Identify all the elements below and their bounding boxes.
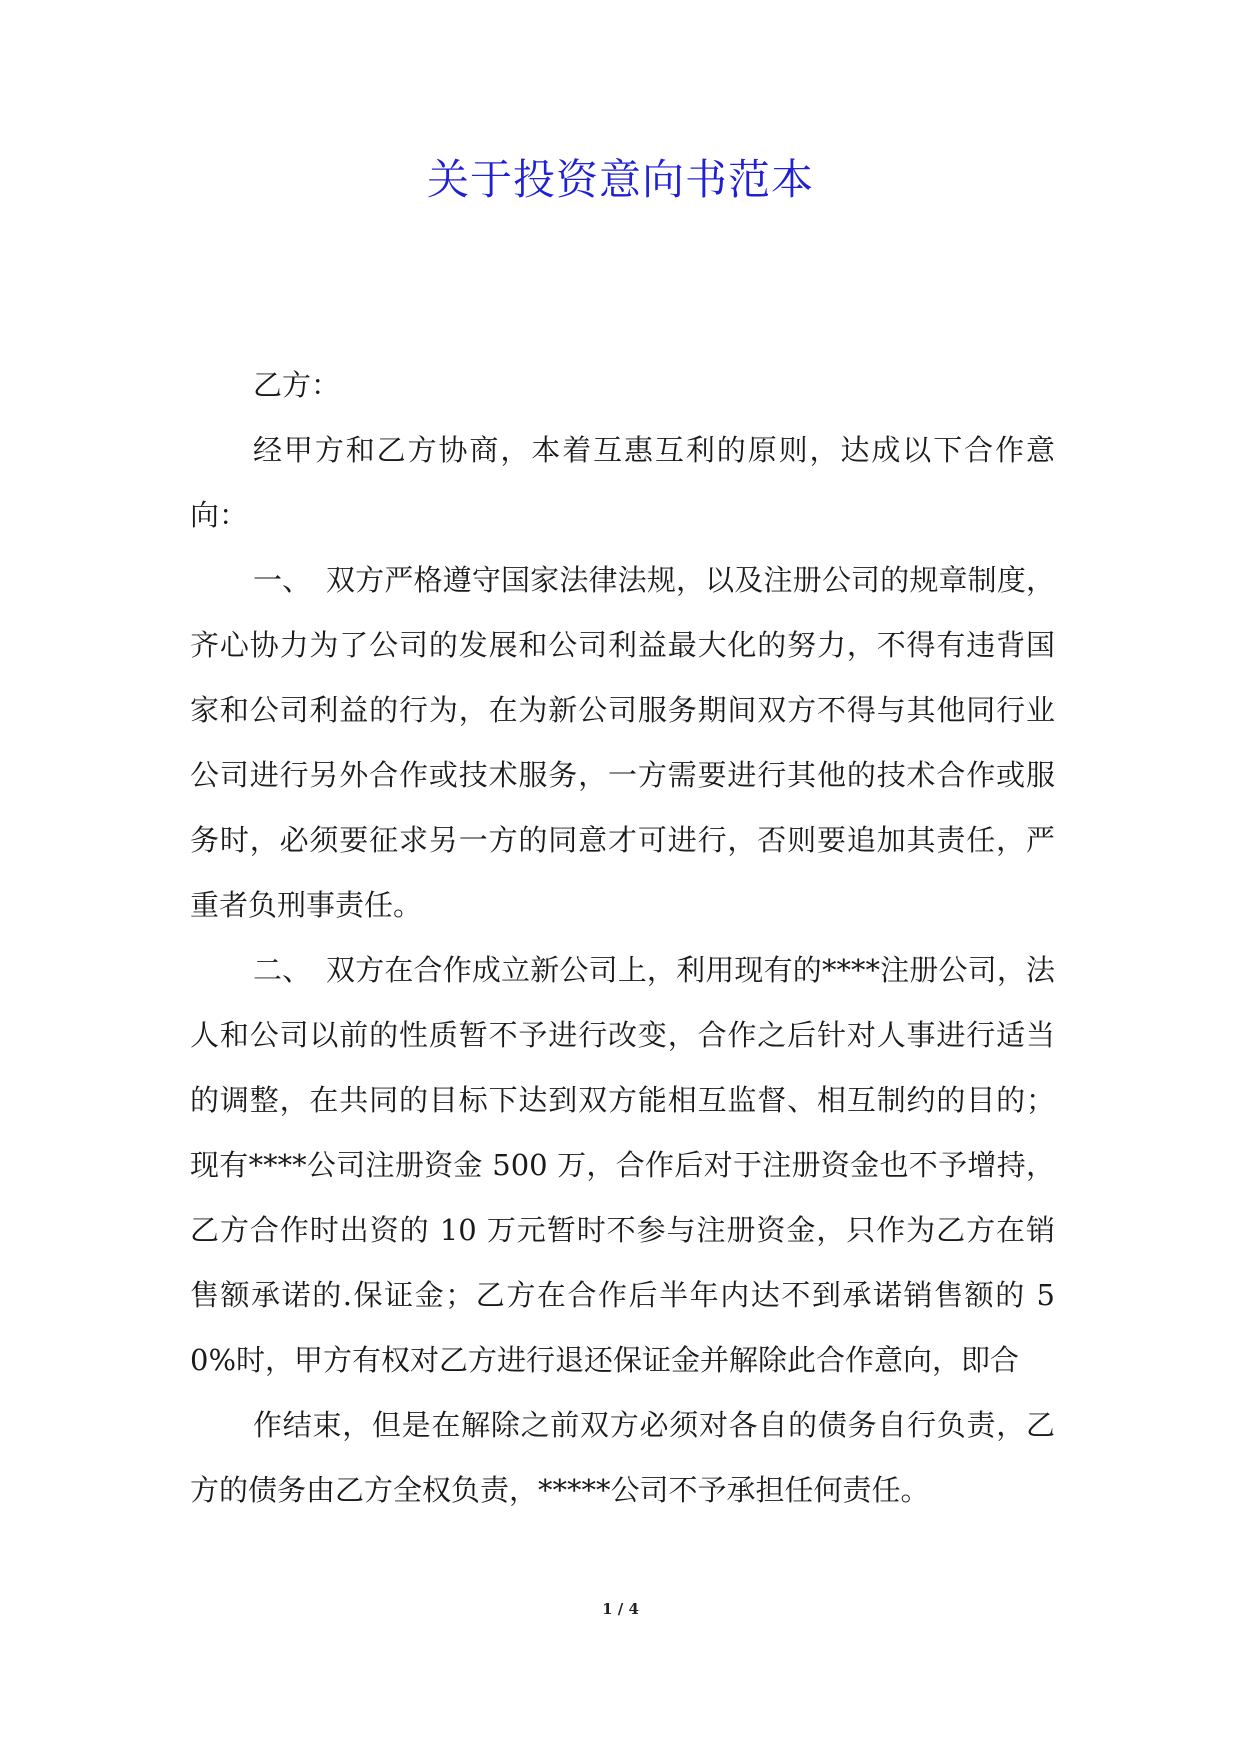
page-number: 1 / 4 xyxy=(602,1600,639,1618)
document-body xyxy=(190,353,1055,1523)
paragraph-clause-two-continued: 作结束，但是在解除之前双方必须对各自的债务自行负责，乙方的债务由乙方全权负责，*****公司不予承担任何责任。 xyxy=(190,1408,1055,1507)
paragraph-clause-one: 一、 双方严格遵守国家法律法规，以及注册公司的规章制度，齐心协力为了公司的发展和公司利益最大化的努力，不得有违背国家和公司利益的行为，在为新公司服务期间双方不得与其他同行业公司进行另外合作或技术服务，一方需要进行其他的技术合作或服务时，必须要征求另一方的同意才可进行，否则要追加其责任，严重者负刑事责任。 xyxy=(190,563,1055,922)
paragraph-party-b: 乙方： xyxy=(253,368,341,402)
paragraph-clause-two: 二、 双方在合作成立新公司上，利用现有的****注册公司，法人和公司以前的性质暂不予进行改变，合作之后针对人事进行适当的调整，在共同的目标下达到双方能相互监督、相互制约的目的；现有****公司注册资金 500 万，合作后对于注册资金也不予增持，乙方合作时出资的 10 万元暂时不参与注册资金，只作为乙方在销售额承诺的.保证金；乙方在合作后半年内达不到承诺销售额的 50%时，甲方有权对乙方进行退还保证金并解除此合作意向，即合 xyxy=(190,953,1055,1377)
paragraph-intro: 经甲方和乙方协商，本着互惠互利的原则，达成以下合作意向： xyxy=(190,433,1055,532)
document-title: 关于投资意向书范本 xyxy=(426,155,814,204)
